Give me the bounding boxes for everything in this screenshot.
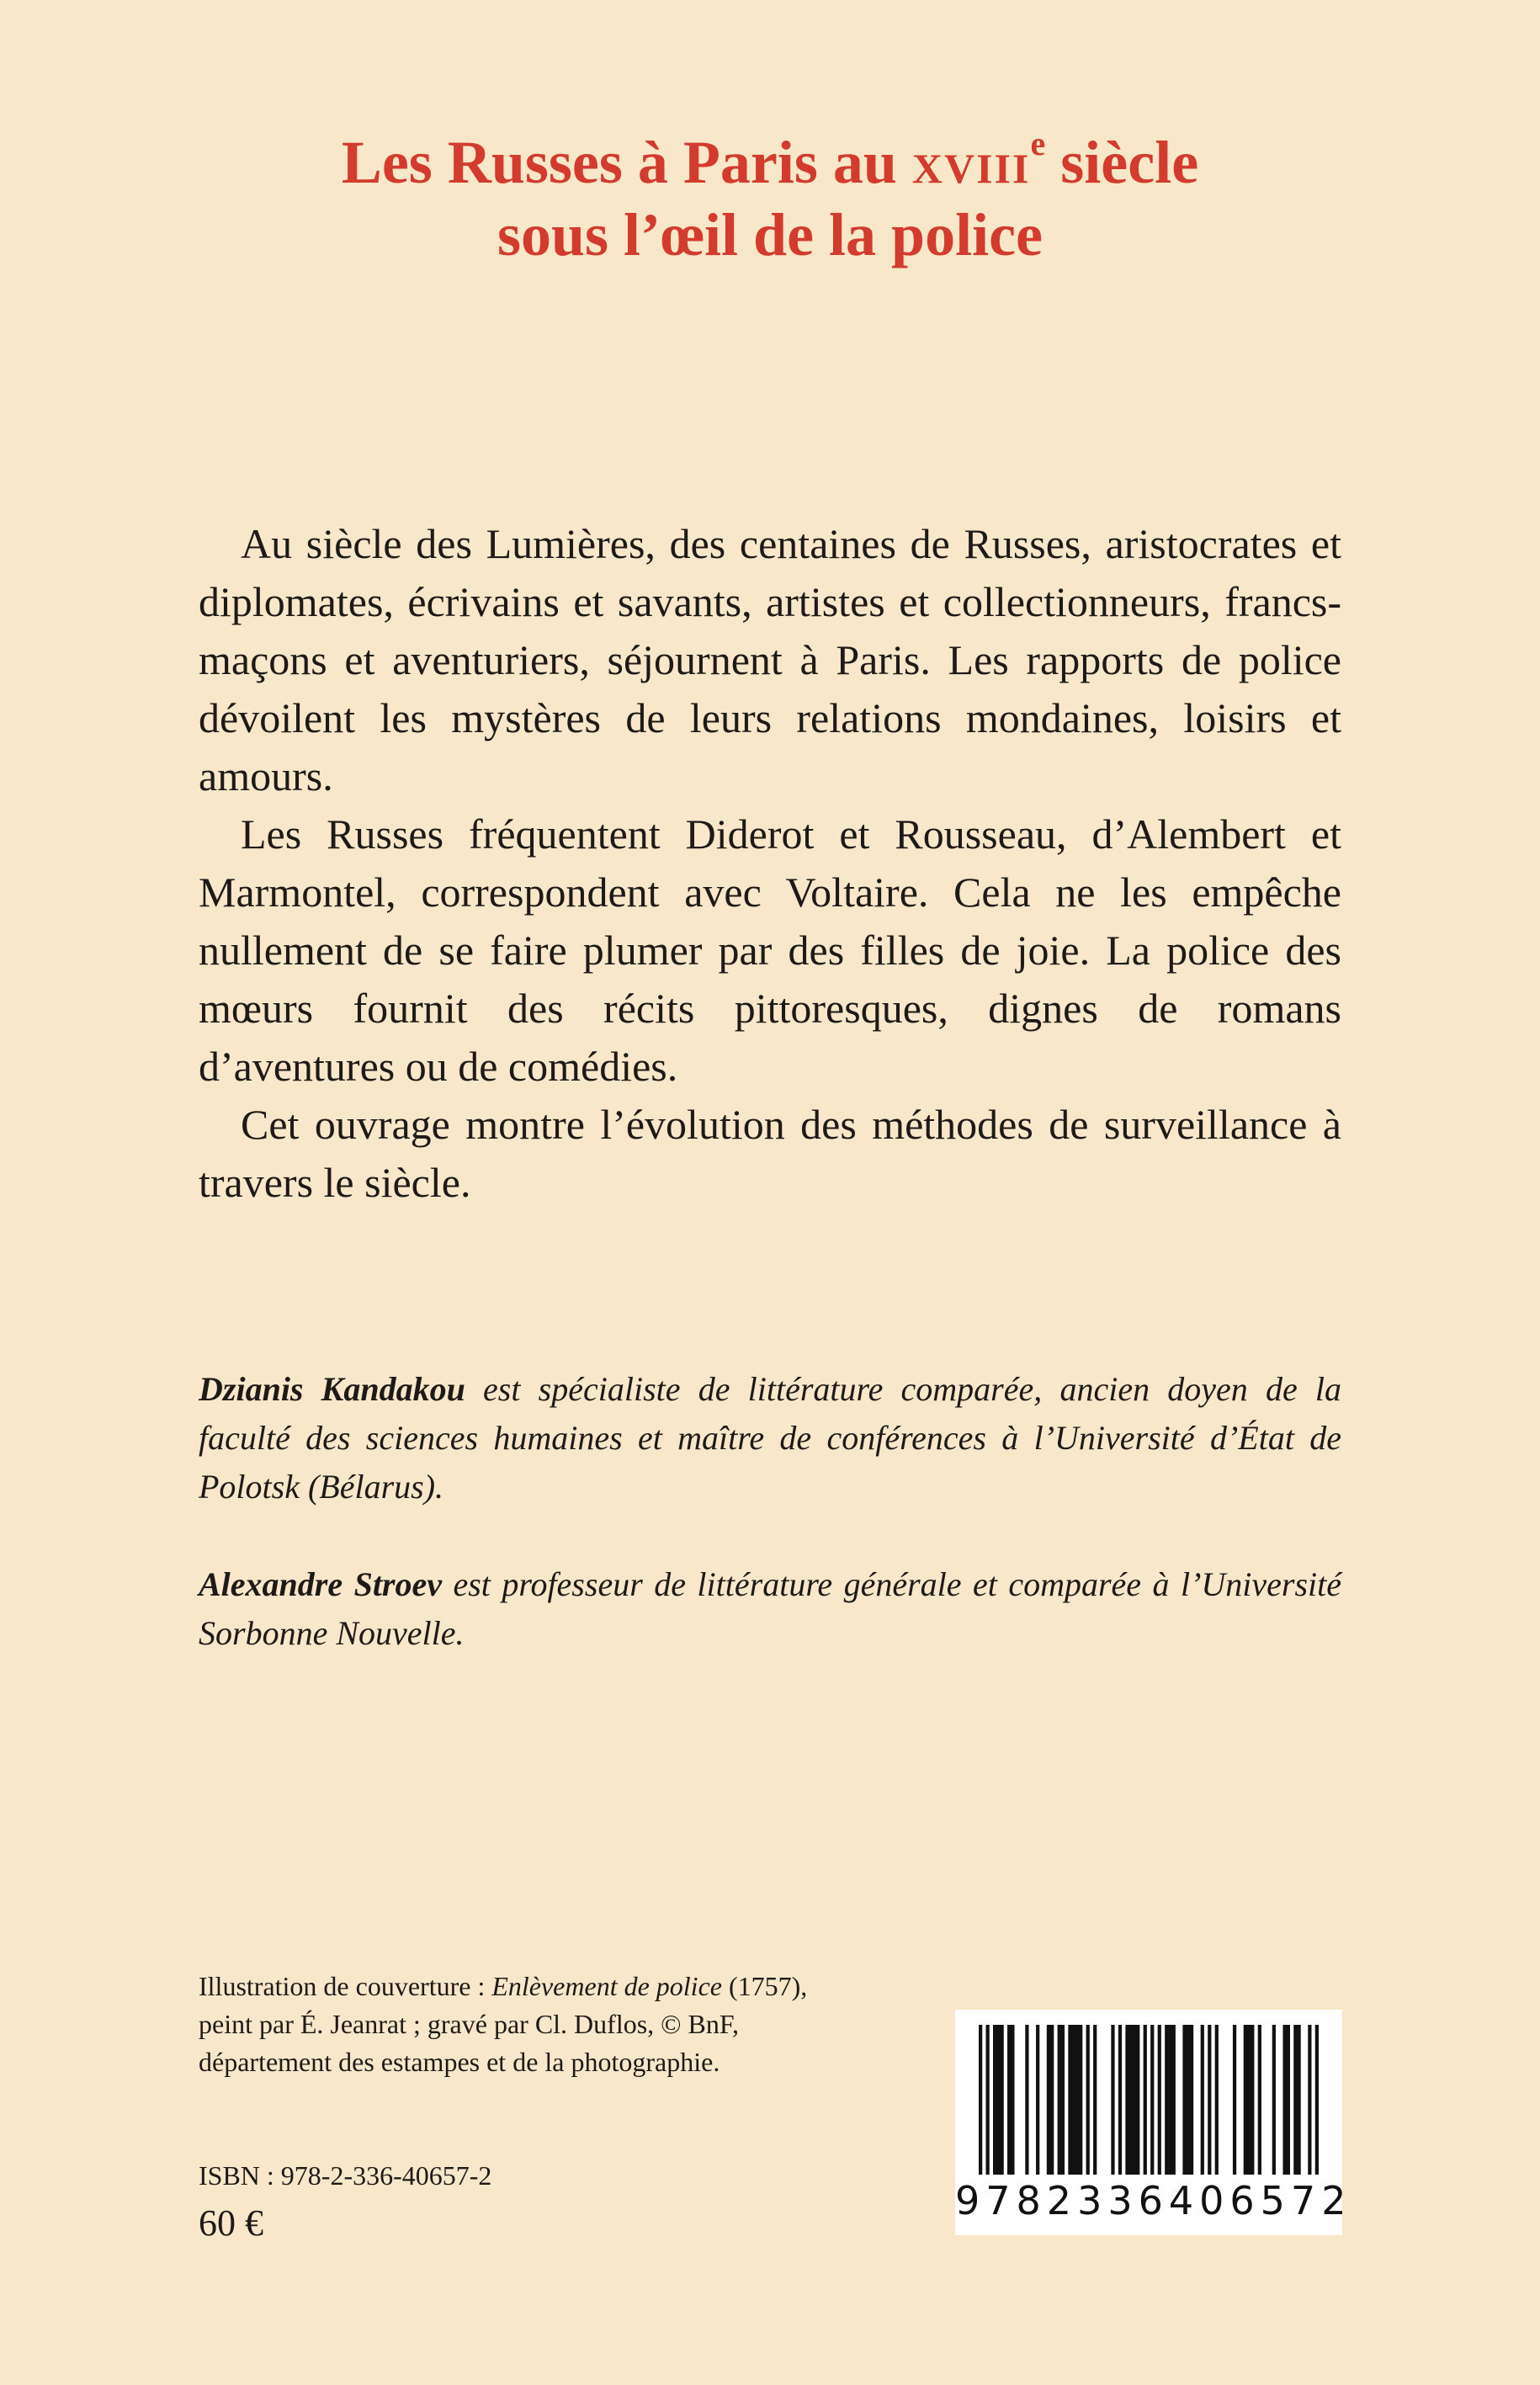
barcode-bar	[1165, 2025, 1176, 2175]
barcode-bar	[1118, 2025, 1122, 2175]
title-line-1: Les Russes à Paris au XVIIIe siècle	[341, 125, 1199, 196]
author-bio-2: Alexandre Stroev est professeur de littérature générale et comparée à l’Université Sorbonne Nouvelle.	[199, 1565, 1342, 1652]
barcode-bar	[986, 2025, 990, 2175]
barcode-bar	[1308, 2025, 1311, 2175]
barcode-bar	[1058, 2025, 1065, 2175]
barcode-bar	[1150, 2025, 1154, 2175]
barcode-bar	[1201, 2025, 1204, 2175]
barcode-bar	[1047, 2025, 1054, 2175]
barcode-bar	[1007, 2025, 1015, 2175]
barcode-bar	[1111, 2025, 1114, 2175]
barcode-bar	[1158, 2025, 1161, 2175]
barcode-bar	[1086, 2025, 1090, 2175]
blurb-paragraph-2: Les Russes fréquentent Diderot et Rousseau, d’Alembert et Marmontel, correspondent avec Voltaire. Cela ne les empêche nullement de se faire plumer par des filles de joie. La police des mœurs fournit des récits pittoresques, dignes de romans d’aventures ou de comédies.	[199, 810, 1341, 1090]
title-century: XVIII	[911, 145, 1031, 192]
book-title	[0, 126, 1540, 272]
barcode-bar	[1093, 2025, 1097, 2175]
credits-line-2: peint par É. Jeanrat ; gravé par Cl. Duflos, © BnF,	[199, 2009, 740, 2039]
barcode-bar	[1233, 2025, 1236, 2175]
barcode-bar	[1025, 2025, 1028, 2175]
title-century-sup: e	[1030, 125, 1046, 162]
barcode-digits: 9782336406572	[955, 2178, 1352, 2223]
barcode-bar	[1208, 2025, 1211, 2175]
barcode-bar	[1244, 2025, 1255, 2175]
blurb	[199, 515, 1341, 1212]
credits-line-3: département des estampes et de la photographie.	[199, 2047, 720, 2077]
author-bios	[199, 1365, 1341, 1707]
barcode-bar	[1272, 2025, 1276, 2175]
credits-line-1: Illustration de couverture : Enlèvement de police (1757),	[199, 1971, 808, 2001]
barcode-bar	[1144, 2025, 1147, 2175]
price: 60 €	[199, 2202, 263, 2244]
blurb-paragraph-1: Au siècle des Lumières, des centaines de Russes, aristocrates et diplomates, écrivains et savants, artistes et collectionneurs, francs-maçons et aventuriers, séjournent à Paris. Les rapports de police dévoilent les mystères de leurs relations mondaines, loisirs et amours.	[199, 520, 1341, 799]
cover-credits	[199, 1968, 956, 2081]
isbn: ISBN : 978-2-336-40657-2	[199, 2160, 492, 2191]
barcode-bar	[1036, 2025, 1039, 2175]
barcode-bar	[1282, 2025, 1290, 2175]
barcode-bar	[1315, 2025, 1319, 2175]
barcode-bar	[1125, 2025, 1139, 2175]
barcode-bar	[1068, 2025, 1082, 2175]
barcode-bars	[979, 2025, 1319, 2175]
author-bio-1: Dzianis Kandakou est spécialiste de littérature comparée, ancien doyen de la faculté des sciences humaines et maître de conférences à l’Université d’État de Polotsk (Bélarus).	[199, 1370, 1342, 1506]
author-name-1: Dzianis Kandakou	[199, 1370, 465, 1408]
barcode-bar	[1258, 2025, 1261, 2175]
barcode	[955, 2010, 1352, 2235]
barcode-bar	[979, 2025, 982, 2175]
barcode-bar	[1182, 2025, 1193, 2175]
blurb-paragraph-3: Cet ouvrage montre l’évolution des méthodes de surveillance à travers le siècle.	[199, 1101, 1341, 1206]
barcode-bar	[1293, 2025, 1301, 2175]
title-line-2: sous l’œil de la police	[497, 201, 1043, 269]
barcode-bar	[993, 2025, 1004, 2175]
barcode-bar	[1215, 2025, 1219, 2175]
author-name-2: Alexandre Stroev	[199, 1565, 443, 1603]
